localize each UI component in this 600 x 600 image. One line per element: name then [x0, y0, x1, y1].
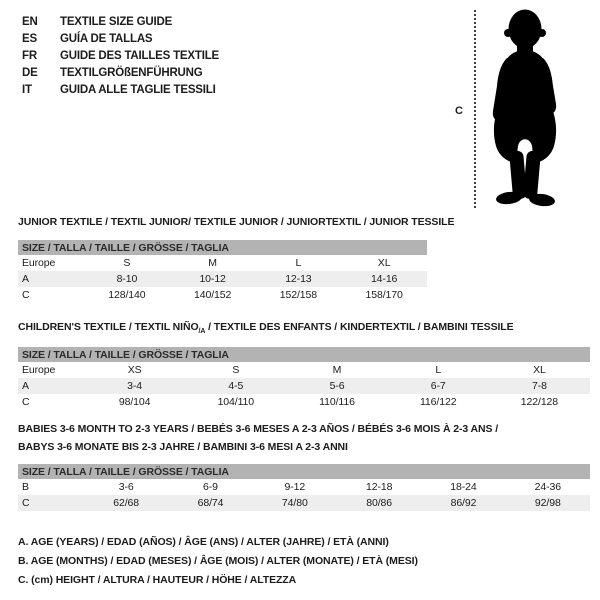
- row-label: C: [22, 396, 30, 408]
- language-text: TEXTILE SIZE GUIDE: [60, 15, 173, 28]
- row-label: B: [22, 481, 29, 493]
- babies-table-size-header: SIZE / TALLA / TAILLE / GRÖSSE / TAGLIA: [18, 464, 590, 479]
- language-code: EN: [22, 15, 38, 28]
- language-row-fr: [22, 47, 219, 64]
- row-label: Europe: [22, 257, 56, 269]
- age-cell: 9-12: [284, 481, 306, 493]
- height-cell: 98/104: [118, 396, 151, 408]
- language-code: DE: [22, 66, 38, 79]
- age-cell: 4-5: [228, 380, 244, 392]
- junior-table-title: JUNIOR TEXTILE / TEXTIL JUNIOR/ TEXTILE JUNIOR / JUNIORTEXTIL / JUNIOR TESSILE: [18, 216, 455, 228]
- language-header: [22, 13, 219, 98]
- children-title-part1: CHILDREN'S TEXTILE / TEXTIL NIÑO: [18, 321, 199, 333]
- footnote-age-months: B. AGE (MONTHS) / EDAD (MESES) / ÂGE (MOIS) / ALTER (MONATE) / ETÀ (MESI): [18, 555, 418, 567]
- height-cell: 80/86: [366, 497, 393, 509]
- height-cell: 116/122: [419, 396, 457, 408]
- size-cell: XL: [533, 364, 546, 376]
- table-row: [18, 362, 590, 378]
- age-cell: 6-9: [203, 481, 218, 493]
- age-cell: 10-12: [199, 273, 226, 285]
- children-table-title: [18, 321, 514, 335]
- size-cell: S: [123, 257, 131, 269]
- language-text: TEXTILGRÖßENFÜHRUNG: [60, 66, 203, 79]
- age-cell: 8-10: [116, 273, 138, 285]
- language-text: GUÍA DE TALLAS: [60, 32, 153, 45]
- children-table-size-header: SIZE / TALLA / TAILLE / GRÖSSE / TAGLIA: [18, 347, 590, 362]
- babies-table-title-line1: BABIES 3-6 MONTH TO 2-3 YEARS / BEBÉS 3-6 MESES A 2-3 AÑOS / BÉBÉS 3-6 MOIS À 2-3 ANS /: [18, 423, 499, 435]
- height-cell: 68/74: [197, 497, 224, 509]
- row-label: C: [22, 289, 30, 301]
- toddler-silhouette-icon: [479, 8, 571, 208]
- babies-table-title-line2: BABYS 3-6 MONATE BIS 2-3 JAHRE / BAMBINI 3-6 MESI A 2-3 ANNI: [18, 441, 348, 453]
- age-cell: 3-4: [127, 380, 143, 392]
- children-size-table: [18, 347, 590, 410]
- table-row: [18, 378, 590, 394]
- size-cell: L: [295, 257, 302, 269]
- language-text: GUIDA ALLE TAGLIE TESSILI: [60, 83, 216, 96]
- language-row-it: [22, 81, 219, 98]
- height-cell: 62/68: [113, 497, 140, 509]
- height-cell: 122/128: [520, 396, 559, 408]
- height-cell: 74/80: [281, 497, 308, 509]
- height-cell: 152/158: [279, 289, 317, 301]
- row-label: A: [22, 273, 29, 285]
- table-row: [18, 271, 427, 287]
- language-code: ES: [22, 32, 37, 45]
- children-title-subscript: /A: [198, 328, 206, 336]
- age-cell: 12-18: [365, 481, 393, 493]
- height-cell: 128/140: [108, 289, 146, 301]
- age-cell: 18-24: [450, 481, 477, 493]
- babies-size-table: [18, 464, 590, 511]
- height-cell: 158/170: [365, 289, 403, 301]
- size-cell: XS: [127, 364, 142, 376]
- table-row: [18, 479, 590, 495]
- row-label: C: [22, 497, 30, 509]
- language-row-es: [22, 30, 219, 47]
- children-title-part2: / TEXTILE DES ENFANTS / KINDERTEXTIL / BAMBINI TESSILE: [205, 321, 514, 333]
- table-row: [18, 394, 590, 410]
- language-code: IT: [22, 83, 32, 96]
- height-cell: 110/116: [319, 396, 355, 408]
- size-cell: M: [332, 364, 342, 376]
- age-cell: 5-6: [329, 380, 345, 392]
- height-cell: 140/152: [193, 289, 232, 301]
- table-row: [18, 255, 427, 271]
- table-row: [18, 495, 590, 511]
- size-cell: S: [232, 364, 240, 376]
- height-measure-dotted-line: [474, 10, 476, 208]
- language-text: GUIDE DES TAILLES TEXTILE: [60, 49, 219, 62]
- row-label: Europe: [22, 364, 56, 376]
- height-measure-label: C: [455, 105, 463, 117]
- language-code: FR: [22, 49, 37, 62]
- footnote-height-cm: C. (cm) HEIGHT / ALTURA / HAUTEUR / HÖHE / ALTEZZA: [18, 574, 297, 586]
- age-cell: 12-13: [285, 273, 312, 285]
- row-label: A: [22, 380, 29, 392]
- size-cell: L: [435, 364, 442, 376]
- age-cell: 3-6: [118, 481, 134, 493]
- height-cell: 92/98: [534, 497, 561, 509]
- size-cell: XL: [377, 257, 391, 269]
- age-cell: 24-36: [534, 481, 561, 493]
- language-row-en: [22, 13, 219, 30]
- junior-size-table: [18, 240, 427, 303]
- size-cell: M: [208, 257, 217, 269]
- height-cell: 104/110: [217, 396, 255, 408]
- age-cell: 6-7: [430, 380, 446, 392]
- junior-table-size-header: SIZE / TALLA / TAILLE / GRÖSSE / TAGLIA: [18, 240, 427, 255]
- table-row: [18, 287, 427, 303]
- height-cell: 86/92: [450, 497, 477, 509]
- legend-footnotes: [18, 536, 418, 593]
- age-cell: 14-16: [370, 273, 398, 285]
- footnote-age-years: A. AGE (YEARS) / EDAD (AÑOS) / ÂGE (ANS) / ALTER (JAHRE) / ETÀ (ANNI): [18, 536, 389, 548]
- age-cell: 7-8: [531, 380, 547, 392]
- language-row-de: [22, 64, 219, 81]
